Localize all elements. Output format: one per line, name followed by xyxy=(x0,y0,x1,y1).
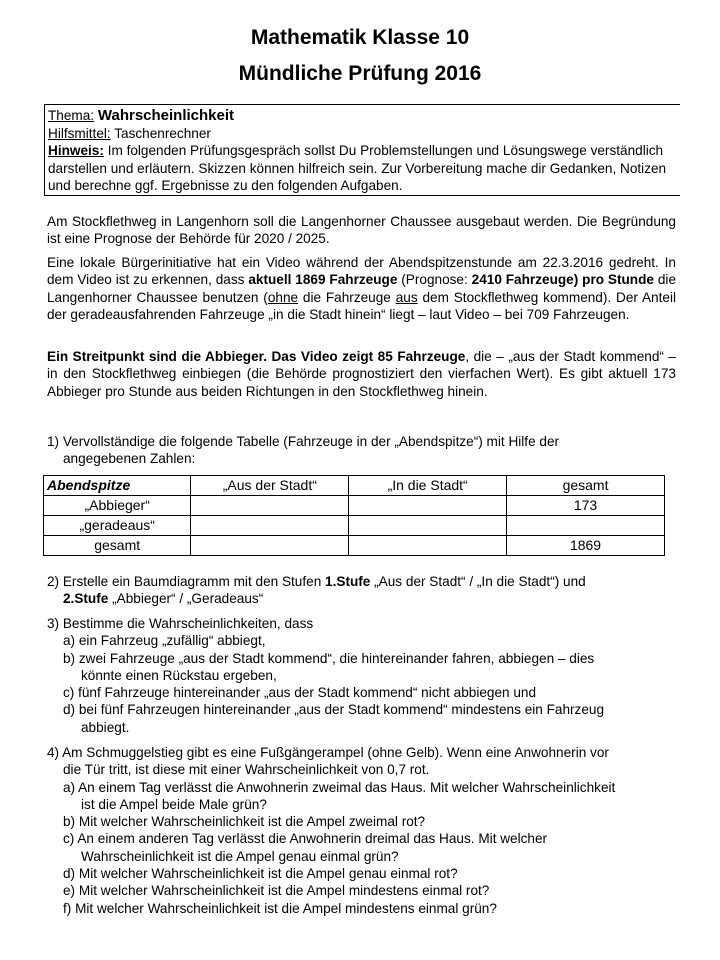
q4-intro-line-1: 4) Am Schmuggelstieg gibt es eine Fußgängerampel (ohne Gelb). Wenn eine Anwohnerin vor xyxy=(47,745,609,760)
table-cell xyxy=(507,516,665,536)
info-box xyxy=(44,104,680,196)
q4-item-c xyxy=(47,830,676,865)
q3-item-b xyxy=(47,650,676,685)
hinweis-label: Hinweis: xyxy=(48,143,104,159)
q4-item-a-line-2: ist die Ampel beide Male grün? xyxy=(81,796,267,812)
q1-line-2: angegebenen Zahlen: xyxy=(63,451,196,467)
q3-item-b-line-2: könnte einen Rückstau ergeben, xyxy=(81,667,277,683)
hilfsmittel-label: Hilfsmittel: xyxy=(48,125,111,141)
p3-bold-lead: Ein Streitpunkt sind die Abbieger. Das Video zeigt 85 Fahrzeuge xyxy=(47,349,466,364)
p2-bold-forecast: 2410 Fahrzeuge) pro Stunde xyxy=(471,272,654,288)
q4-item-e: e) Mit welcher Wahrscheinlichkeit ist die Ampel mindestens einmal rot? xyxy=(63,883,490,899)
q4-item-a xyxy=(47,779,676,814)
table-cell: „Abbieger“ xyxy=(44,496,191,516)
table-cell: gesamt xyxy=(44,536,191,556)
table-cell: „geradeaus“ xyxy=(44,516,191,536)
q3-item-d-line-1: d) bei fünf Fahrzeugen hintereinander „aus der Stadt kommend“ mindestens ein Fahrzeug xyxy=(63,702,605,718)
hinweis-line xyxy=(48,142,676,195)
q3-intro: 3) Bestimme die Wahrscheinlichkeiten, dass xyxy=(47,616,314,631)
q2-line-2 xyxy=(47,590,676,607)
thema-label: Thema: xyxy=(48,108,95,123)
table-cell xyxy=(191,516,349,536)
table-row xyxy=(44,536,665,556)
table-cell: 1869 xyxy=(507,536,665,556)
table-row xyxy=(44,496,665,516)
q4-item-a-line-1: a) An einem Tag verlässt die Anwohnerin zweimal das Haus. Mit welcher Wahrscheinlichkeit xyxy=(63,779,616,795)
hilfsmittel-line xyxy=(48,125,676,143)
q2-text-a: 2) Erstelle ein Baumdiagramm mit den Stufen xyxy=(47,574,326,589)
p2-text-i: dem Stockflethweg kommend). Der Anteil der geradeausfahrenden Fahrzeuge „in die Stadt hinein“ liegt – laut Video – bei 709 Fahrzeugen. xyxy=(47,289,676,322)
q2-text-c: „Aus der Stadt“ / „In die Stadt“) und xyxy=(370,574,586,589)
q2-line-1 xyxy=(47,573,676,590)
table-row xyxy=(44,516,665,536)
thema-value: Wahrscheinlichkeit xyxy=(97,107,235,124)
traffic-table xyxy=(43,475,665,556)
thema-line xyxy=(48,107,676,125)
question-2 xyxy=(47,573,676,608)
table-cell xyxy=(349,516,507,536)
q3-item-b-line-1: b) zwei Fahrzeuge „aus der Stadt kommend“, die hintereinander fahren, abbiegen – dies xyxy=(63,650,595,666)
page-subtitle: Mündliche Prüfung 2016 xyxy=(238,62,482,85)
question-3 xyxy=(47,615,676,736)
p2-underline-ohne: ohne xyxy=(267,289,299,305)
table-header-cell: „In die Stadt“ xyxy=(349,476,507,496)
question-4 xyxy=(47,744,676,917)
p2-text-a: Eine lokale Bürgerinitiative hat ein Video während der Abendspitzenstunde am 22.3.2016 gedreht. In dem Video ist zu erkennen, dass xyxy=(47,255,676,288)
q4-item-c-line-2: Wahrscheinlichkeit ist die Ampel genau einmal grün? xyxy=(81,848,399,864)
table-header-cell: gesamt xyxy=(507,476,665,496)
q1-line-1: 1) Vervollständige die folgende Tabelle (Fahrzeuge in der „Abendspitze“) mit Hilfe der xyxy=(47,434,560,449)
p2-text-e: die Langenhorner Chaussee benutzen ( xyxy=(47,272,676,305)
q3-item-c: c) fünf Fahrzeuge hintereinander „aus der Stadt kommend“ nicht abbiegen und xyxy=(63,685,537,701)
q2-text-stage-2: „Abbieger“ / „Geradeaus“ xyxy=(108,591,264,607)
table-cell xyxy=(349,496,507,516)
p2-text-g: die Fahrzeuge xyxy=(298,289,396,305)
table-cell: 173 xyxy=(507,496,665,516)
page-title: Mathematik Klasse 10 xyxy=(250,26,470,49)
hilfsmittel-value: Taschenrechner xyxy=(114,125,211,141)
table-cell xyxy=(349,536,507,556)
p3-text: , die – „aus der Stadt kommend“ – in den Stockflethweg einbiegen (die Behörde prognostiziert den vierfachen Wert). Es gibt aktuell 173 Abbieger pro Stunde aus beiden Richtungen in den Stockflethweg hinein. xyxy=(47,349,676,399)
p2-text-c: (Prognose: xyxy=(397,272,472,288)
q2-stage-1: 1.Stufe xyxy=(325,574,371,589)
q4-item-b: b) Mit welcher Wahrscheinlichkeit ist die Ampel zweimal rot? xyxy=(63,814,426,830)
table-cell xyxy=(191,496,349,516)
q3-item-a: a) ein Fahrzeug „zufällig“ abbiegt, xyxy=(63,633,266,649)
intro-paragraph-2 xyxy=(47,254,676,323)
table-header-cell: „Aus der Stadt“ xyxy=(191,476,349,496)
question-1 xyxy=(47,433,676,468)
table-header-cell: Abendspitze xyxy=(44,476,191,496)
table-cell xyxy=(191,536,349,556)
p2-underline-aus: aus xyxy=(395,289,418,305)
q4-item-f: f) Mit welcher Wahrscheinlichkeit ist die Ampel mindestens einmal grün? xyxy=(63,900,497,916)
p2-bold-current: aktuell 1869 Fahrzeuge xyxy=(248,272,398,288)
q4-item-d: d) Mit welcher Wahrscheinlichkeit ist die Ampel genau einmal rot? xyxy=(63,866,458,882)
hinweis-text: Im folgenden Prüfungsgespräch sollst Du Problemstellungen und Lösungswege verständlich darstellen und erläutern. Skizzen können hilfreich sein. Zur Vorbereitung mache dir Gedanken, Notizen und berechne ggf. Ergebnisse zu den folgenden Aufgaben. xyxy=(48,143,667,194)
q4-intro-line-2: die Tür tritt, ist diese mit einer Wahrscheinlichkeit von 0,7 rot. xyxy=(63,762,430,778)
q3-item-d xyxy=(47,701,676,736)
q3-item-d-line-2: abbiegt. xyxy=(81,719,130,735)
q2-stage-2: 2.Stufe xyxy=(63,591,109,607)
intro-paragraph-3 xyxy=(47,348,676,400)
q4-item-c-line-1: c) An einem anderen Tag verlässt die Anwohnerin dreimal das Haus. Mit welcher xyxy=(63,831,548,847)
table-header-row xyxy=(44,476,665,496)
intro-paragraph-1: Am Stockflethweg in Langenhorn soll die Langenhorner Chaussee ausgebaut werden. Die Begründung ist eine Prognose der Behörde für 2020 / 2025. xyxy=(47,214,676,247)
